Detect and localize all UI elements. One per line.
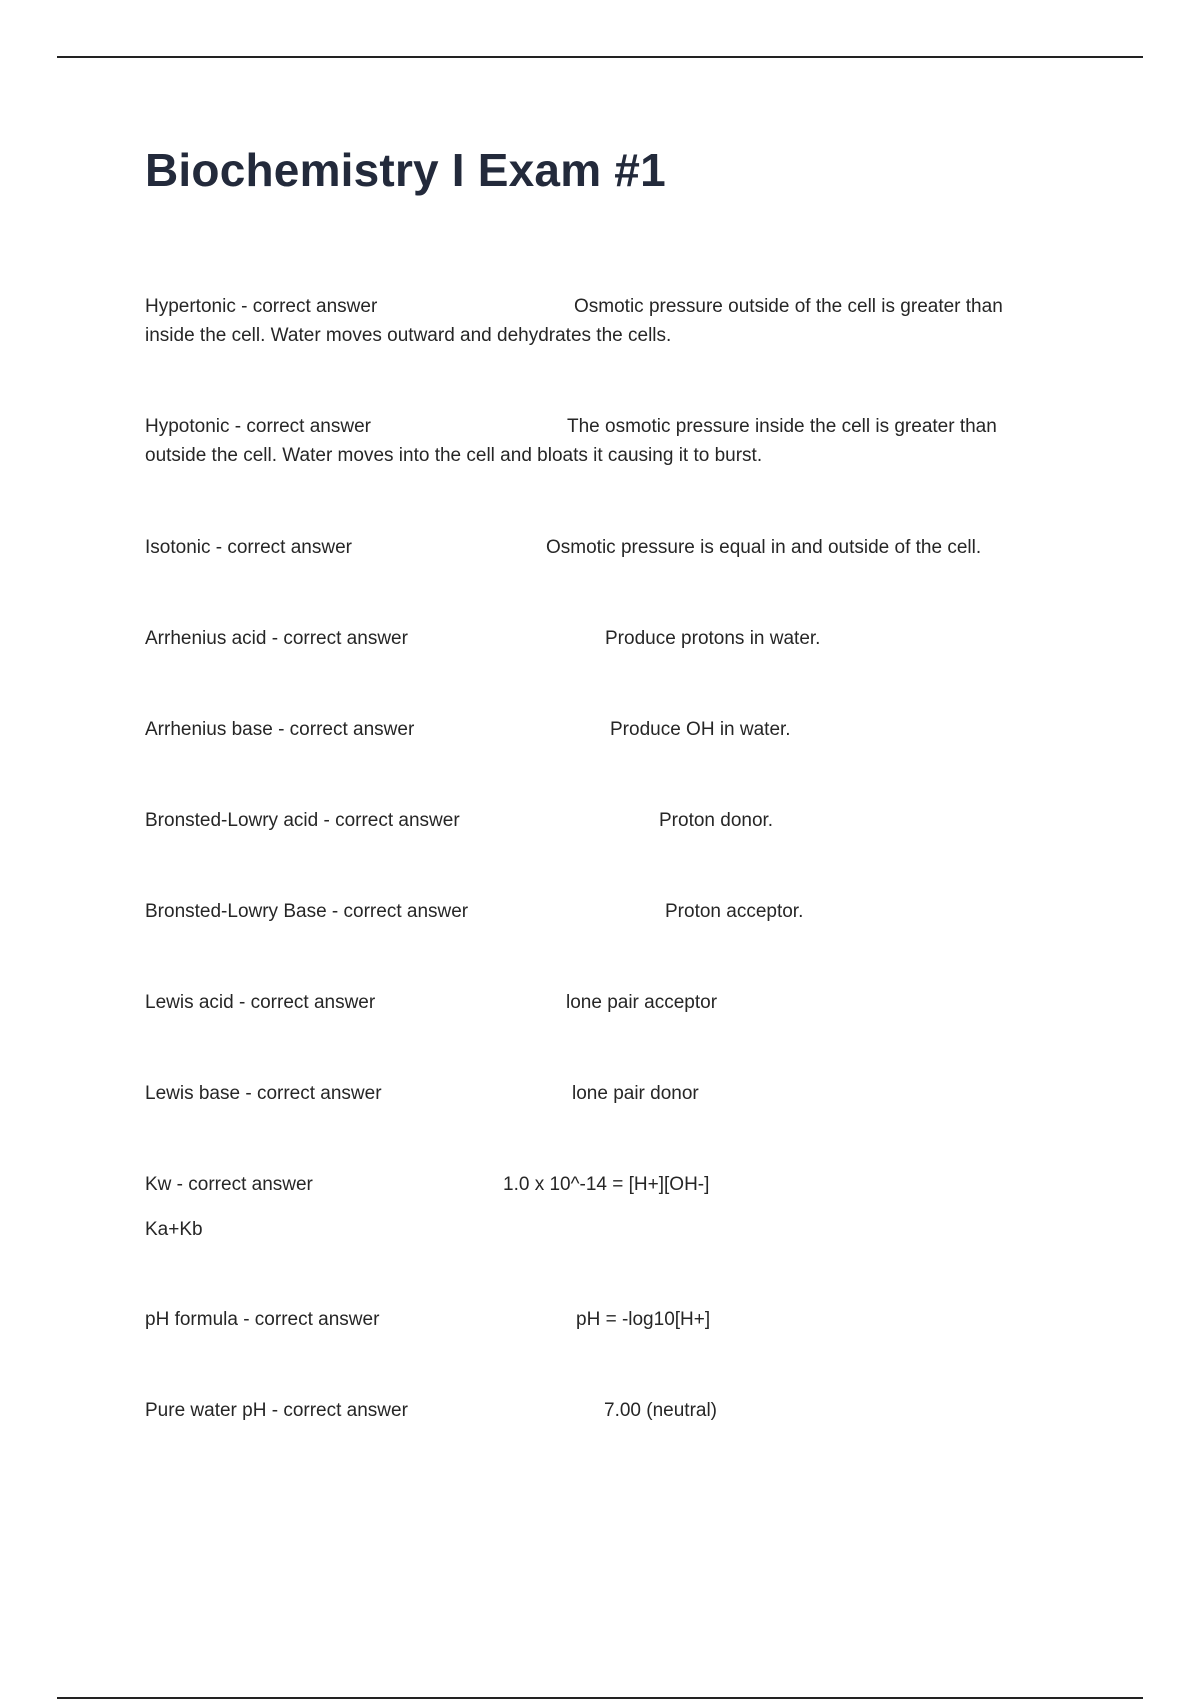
entry-term: Hypotonic - correct answer — [145, 416, 371, 437]
qa-entry-isotonic — [145, 533, 1045, 562]
entry-answer: Proton acceptor. — [665, 901, 804, 922]
entry-answer: 1.0 x 10^-14 = [H+][OH-] — [503, 1174, 710, 1195]
qa-entry-hypertonic — [145, 292, 1045, 350]
entry-term: Bronsted-Lowry acid - correct answer — [145, 810, 460, 831]
page-title: Biochemistry I Exam #1 — [145, 144, 666, 196]
entry-term: Kw - correct answer — [145, 1174, 313, 1195]
bottom-rule — [57, 1697, 1143, 1699]
qa-entry-pure-water-ph — [145, 1396, 1045, 1425]
entry-answer-continued: outside the cell. Water moves into the cell and bloats it causing it to burst. — [145, 445, 763, 466]
entry-answer: 7.00 (neutral) — [604, 1400, 718, 1421]
top-rule — [57, 56, 1143, 58]
entry-term: Pure water pH - correct answer — [145, 1400, 408, 1421]
entry-term: Lewis acid - correct answer — [145, 992, 376, 1013]
qa-entry-lewis-base — [145, 1079, 1045, 1108]
qa-entry-arrhenius-acid — [145, 624, 1045, 653]
entry-term: Hypertonic - correct answer — [145, 296, 378, 317]
entry-answer: Proton donor. — [659, 810, 774, 831]
entry-answer: Osmotic pressure is equal in and outside of the cell. — [546, 537, 982, 558]
qa-entry-ph-formula — [145, 1305, 1045, 1334]
qa-entry-hypotonic — [145, 412, 1045, 470]
entry-term: Bronsted-Lowry Base - correct answer — [145, 901, 469, 922]
qa-entry-bronsted-lowry-acid — [145, 806, 1045, 835]
entry-answer: Produce protons in water. — [605, 628, 821, 649]
entry-term: Isotonic - correct answer — [145, 537, 352, 558]
qa-entry-arrhenius-base — [145, 715, 1045, 744]
entry-answer: The osmotic pressure inside the cell is greater than — [567, 416, 997, 437]
entry-answer: lone pair acceptor — [566, 992, 718, 1013]
entry-term: Lewis base - correct answer — [145, 1083, 382, 1104]
entry-term: Arrhenius acid - correct answer — [145, 628, 408, 649]
qa-entry-bronsted-lowry-base — [145, 897, 1045, 926]
entry-term: pH formula - correct answer — [145, 1309, 380, 1330]
entry-answer: Produce OH in water. — [610, 719, 791, 740]
entry-answer-continued: inside the cell. Water moves outward and dehydrates the cells. — [145, 325, 672, 346]
entry-answer: pH = -log10[H+] — [576, 1309, 711, 1330]
entry-term: Arrhenius base - correct answer — [145, 719, 415, 740]
qa-entry-kw — [145, 1170, 1045, 1199]
entry-answer: Osmotic pressure outside of the cell is greater than — [574, 296, 1003, 317]
qa-entry-lewis-acid — [145, 988, 1045, 1017]
entry-answer: lone pair donor — [572, 1083, 699, 1104]
entry-extra-note: Ka+Kb — [145, 1219, 203, 1240]
